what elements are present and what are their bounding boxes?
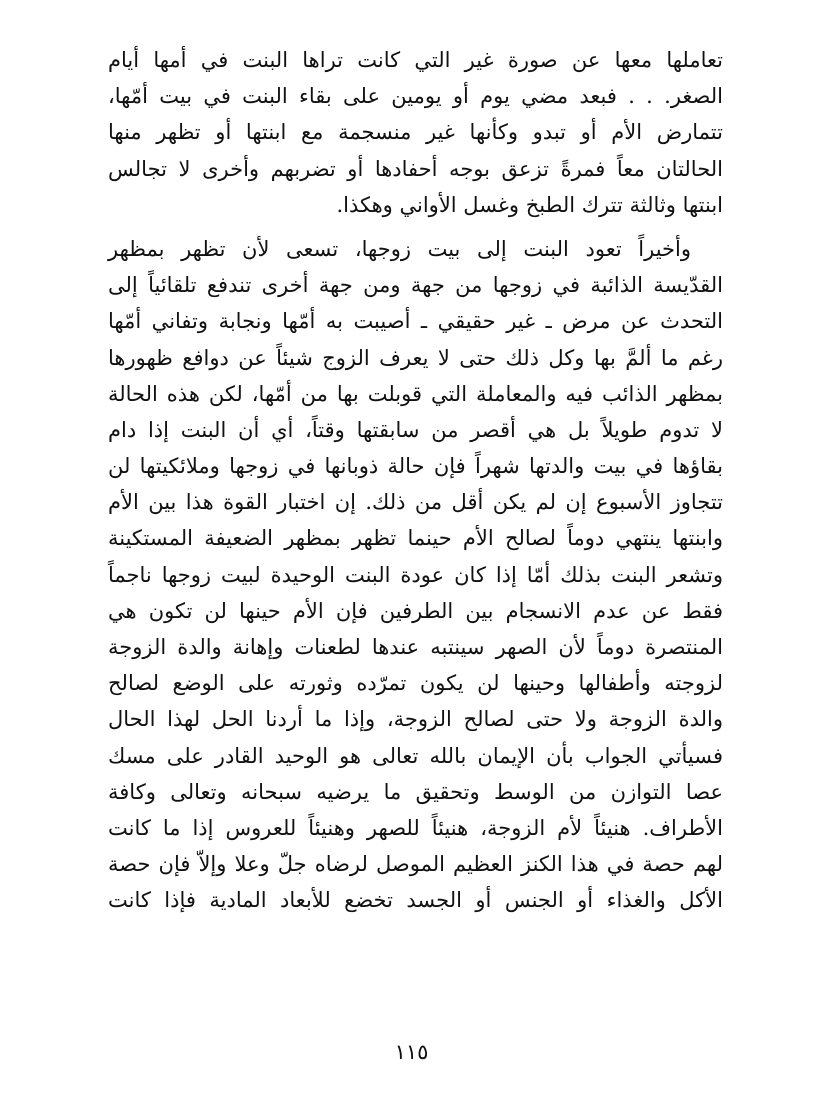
text-line: القدّيسة الذائبة في زوجها من جهة ومن جهة أخرى تندفع تلقائياً إلى [108, 273, 723, 298]
text-line: الحالتان معاً فمرةً تزعق بوجه أحفادها أو تضربهم وأخرى لا تجالس [108, 156, 723, 181]
text-line: لهم حصة في هذا الكنز العظيم الموصل لرضاه جلّ وعلا وإلاّ فإن حصة [108, 852, 723, 877]
text-line: الأكل والغذاء أو الجنس أو الجسد تخضع للأبعاد المادية فإذا كانت [108, 888, 723, 913]
text-line: والدة الزوجة ولا حتى لصالح الزوجة، وإذا ما أردنا الحل لهذا الحال [108, 707, 723, 732]
text-line: المنتصرة دوماً لأن الصهر سينتبه عندها لطعنات وإهانة والدة الزوجة [108, 635, 723, 659]
text-line: ابنتها وثالثة تترك الطبخ وغسل الأواني وهكذا. [336, 192, 723, 217]
text-line: بمظهر الذائب فيه والمعاملة التي قوبلت بها من أمّها، لكن هذه الحالة [108, 381, 723, 406]
paragraph-1 [108, 42, 723, 223]
body-text [108, 42, 723, 919]
text-line: الصغر. . . فبعد مضي يوم أو يومين على بقاء البنت في بيت أمّها، [108, 84, 723, 109]
text-line: فقط عن عدم الانسجام بين الطرفين فإن الأم حينها لن تكون هي [108, 598, 723, 623]
paragraph-gap [108, 223, 723, 231]
text-line: وتشعر البنت بذلك أمّا إذا كان عودة البنت الوحيدة لبيت زوجها ناجماً [108, 562, 723, 587]
text-line: تتمارض الأم أو تبدو وكأنها غير منسجمة مع ابنتها أو تظهر منها [108, 120, 723, 145]
text-line: وأخيراً تعود البنت إلى بيت زوجها، تسعى لأن تظهر بمظهر [108, 236, 691, 261]
text-line: التحدث عن مرض ـ غير حقيقي ـ أصيبت به أمّها ونجابة وتفاني أمّها [108, 309, 723, 334]
text-line: تعاملها معها عن صورة غير التي كانت تراها البنت في أمها أيام [108, 48, 723, 72]
text-line: لا تدوم طويلاً بل هي أقصر من سابقتها وقتاً، أي أن البنت إذا دام [108, 417, 723, 442]
text-line: فسيأتي الجواب بأن الإيمان بالله تعالى هو الوحيد القادر على مسك [108, 743, 723, 768]
text-line: الأطراف. هنيئاً لأم الزوجة، هنيئاً للصهر وهنيئاً للعروس إذا ما كانت [108, 815, 723, 840]
page-number: ١١٥ [394, 1040, 429, 1064]
text-line: تتجاوز الأسبوع إن لم يكن أقل من ذلك. إن اختبار القوة هذا بين الأم [108, 490, 723, 515]
text-line: وابنتها ينتهي دوماً لصالح الأم حينما تظهر بمظهر الضعيفة المستكينة [108, 526, 723, 551]
text-line: بقاؤها في بيت والدتها شهراً فإن حالة ذوبانها في زوجها وملائكيتها لن [108, 454, 723, 479]
text-line: رغم ما ألمَّ بها وكل ذلك حتى لا يعرف الزوج شيئاً عن دوافع ظهورها [108, 345, 723, 370]
text-line: لزوجته وأطفالها وحينها لن يكون تمرّده وثورته على الوضع لصالح [108, 671, 723, 696]
text-line: عصا التوازن من الوسط وتحقيق ما يرضيه سبحانه وتعالى وكافة [108, 779, 723, 804]
paragraph-2 [108, 231, 723, 919]
